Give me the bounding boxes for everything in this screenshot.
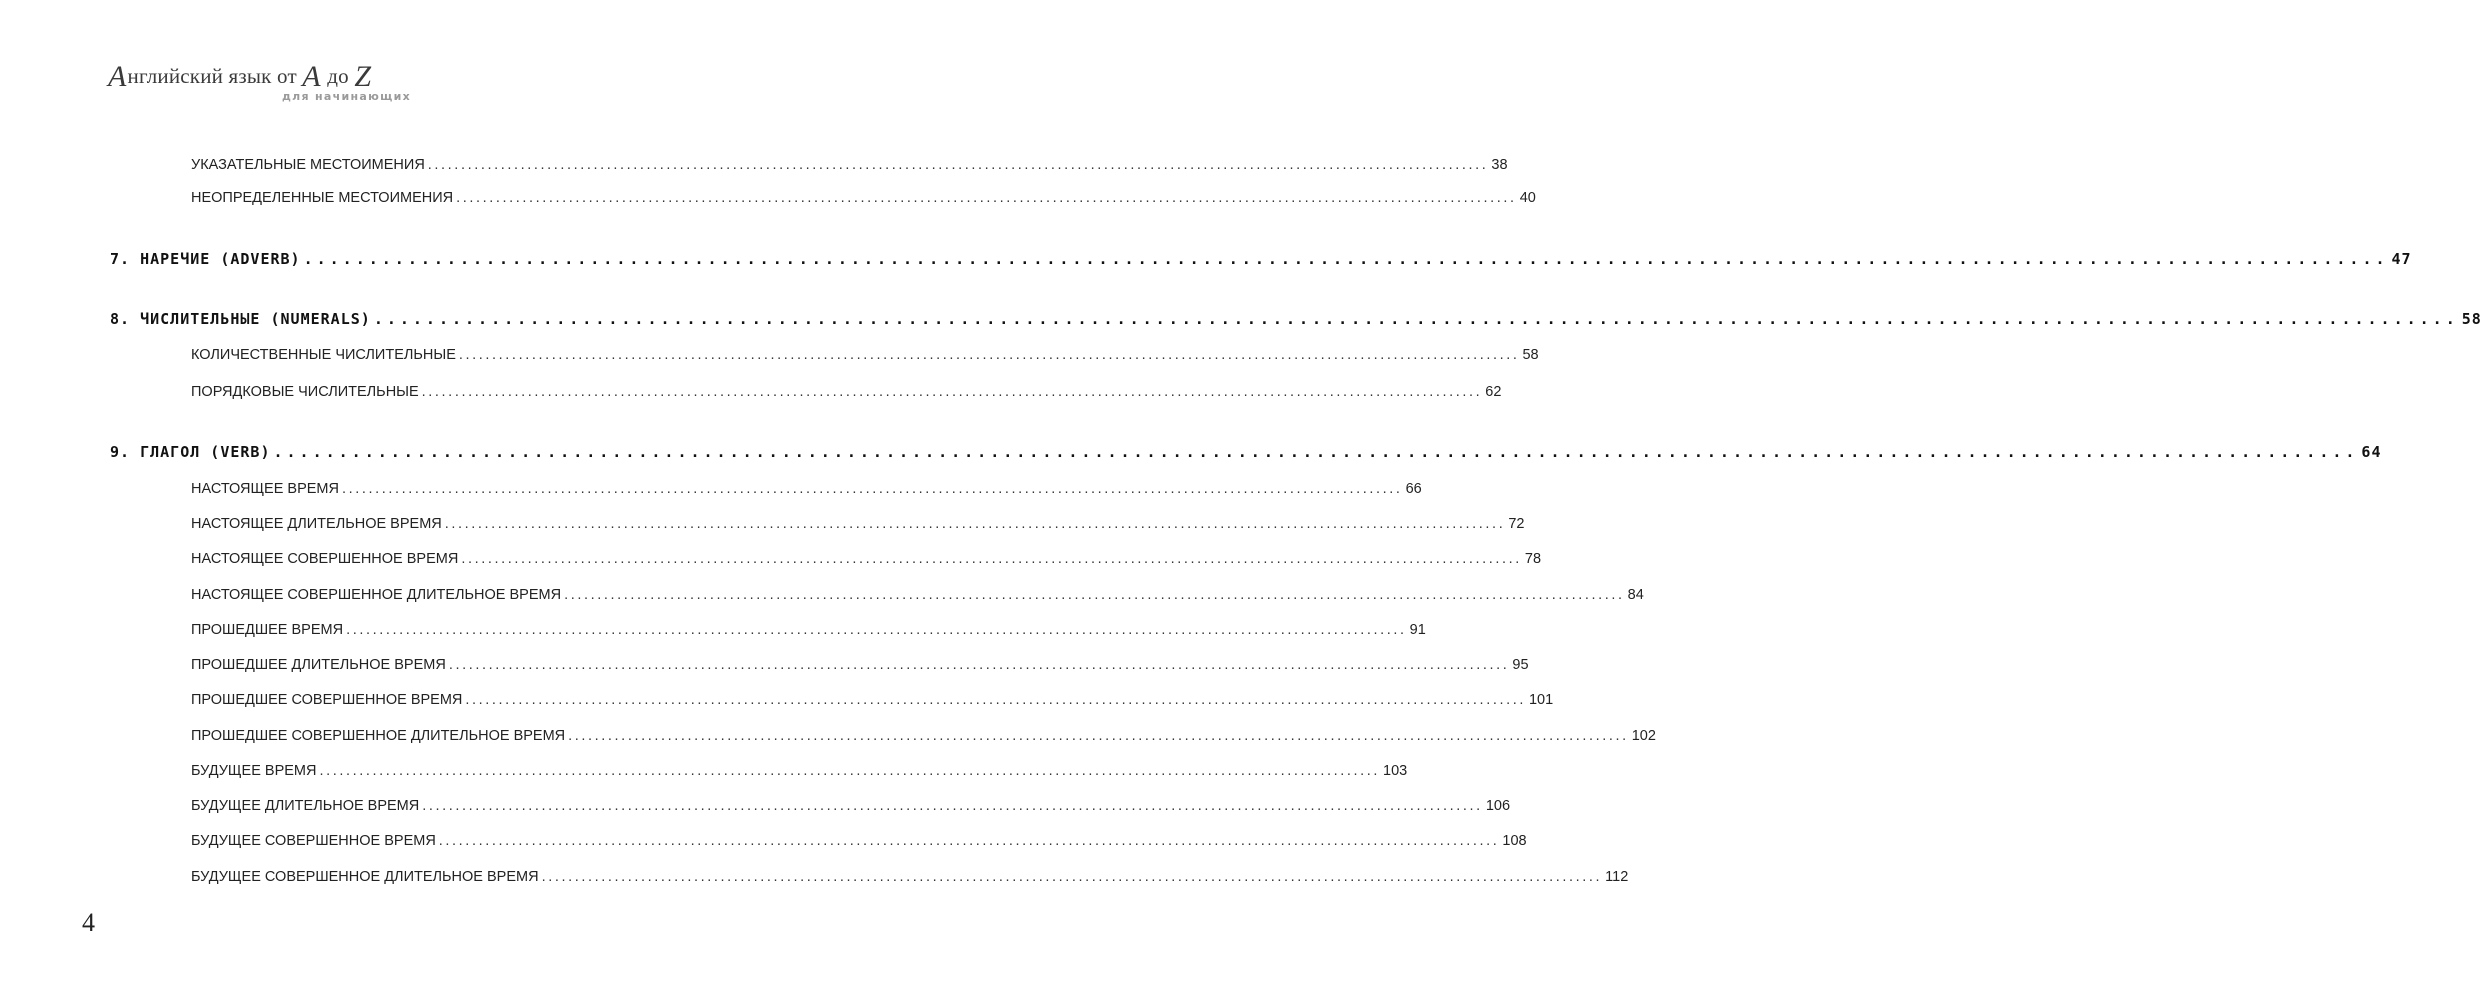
toc-entry-title: НАСТОЯЩЕЕ ВРЕМЯ [191,481,339,497]
book-subtitle: для начинающих [282,90,411,103]
leader-dots: ................................................................................................................................................................ [456,190,1517,206]
toc-chapter-page: 58 [2461,310,2482,328]
leader-dots: ................................................................................................................................................................ [422,798,1483,814]
toc-entry-page: 38 [1491,157,1508,173]
toc-entry-page: 84 [1627,587,1644,603]
leader-dots: ................................................................................................................................................................ [421,384,1483,400]
toc-entry-page: 108 [1502,833,1527,849]
toc-entry-title: ПОРЯДКОВЫЕ ЧИСЛИТЕЛЬНЫЕ [191,384,419,400]
toc-chapter-title: 7. НАРЕЧИЕ (ADVERB) [110,250,301,268]
toc-entry-title: НАСТОЯЩЕЕ СОВЕРШЕННОЕ ДЛИТЕЛЬНОЕ ВРЕМЯ [191,587,562,603]
toc-entry-title: НАСТОЯЩЕЕ ДЛИТЕЛЬНОЕ ВРЕМЯ [191,516,442,532]
toc-entry-title: НАСТОЯЩЕЕ СОВЕРШЕННОЕ ВРЕМЯ [191,551,459,567]
leader-dots: ................................................................................................................................................................ [448,657,1510,673]
toc-entry[interactable] [191,728,1656,744]
title-letter-z: Z [354,60,372,93]
toc-chapter-title: 9. ГЛАГОЛ (VERB) [110,443,271,461]
toc-entry-title: ПРОШЕДШЕЕ СОВЕРШЕННОЕ ВРЕМЯ [191,692,463,708]
toc-entry[interactable] [191,587,1644,603]
leader-dots: ................................................................................................................................................................ [346,622,1407,638]
toc-entry-page: 40 [1519,190,1536,206]
toc-entry-page: 106 [1485,798,1511,814]
toc-entry[interactable] [191,157,1508,173]
leader-dots: ................................................................................................................................................................ [461,551,1522,567]
toc-entry[interactable] [191,763,1408,779]
toc-entry[interactable] [191,551,1542,567]
toc-entry[interactable] [191,347,1539,363]
toc-entry-title: ПРОШЕДШЕЕ ВРЕМЯ [191,622,344,638]
leader-dots: ................................................................................................................................................................ [458,347,1520,363]
toc-entry[interactable] [191,869,1629,885]
title-preposition: до [321,64,355,88]
toc-chapter[interactable] [110,250,2412,268]
toc-entry-title: ПРОШЕДШЕЕ СОВЕРШЕННОЕ ДЛИТЕЛЬНОЕ ВРЕМЯ [191,728,566,744]
toc-entry-title: ПРОШЕДШЕЕ ДЛИТЕЛЬНОЕ ВРЕМЯ [191,657,446,673]
toc-entry[interactable] [191,516,1525,532]
toc-entry-page: 95 [1512,657,1529,673]
leader-dots: ................................................................................................................................................................ [341,481,1403,497]
toc-entry-page: 102 [1631,728,1656,744]
leader-dots: ................................................................................................................................................................ [273,443,2359,461]
toc-chapter-title: 8. ЧИСЛИТЕЛЬНЫЕ (NUMERALS) [110,310,371,328]
leader-dots: ................................................................................................................................................................ [444,516,1506,532]
page-number: 4 [82,908,95,937]
leader-dots: ................................................................................................................................................................ [438,833,1500,849]
toc-chapter[interactable] [110,443,2382,461]
toc-entry[interactable] [191,384,1502,400]
toc-entry-title: БУДУЩЕЕ СОВЕРШЕННОЕ ВРЕМЯ [191,833,436,849]
leader-dots: ................................................................................................................................................................ [564,587,1625,603]
toc-entry[interactable] [191,657,1529,673]
toc-entry-title: НЕОПРЕДЕЛЕННЫЕ МЕСТОИМЕНИЯ [191,190,454,206]
title-text: нглийский язык от [127,64,303,88]
toc-entry-page: 101 [1528,692,1554,708]
leader-dots: ................................................................................................................................................................ [427,157,1489,173]
toc-entry-title: КОЛИЧЕСТВЕННЫЕ ЧИСЛИТЕЛЬНЫЕ [191,347,456,363]
toc-entry[interactable] [191,833,1527,849]
toc-entry[interactable] [191,190,1536,206]
leader-dots: ................................................................................................................................................................ [319,763,1381,779]
toc-entry-page: 62 [1485,384,1502,400]
toc-entry[interactable] [191,622,1426,638]
toc-entry-title: УКАЗАТЕЛЬНЫЕ МЕСТОИМЕНИЯ [191,157,425,173]
toc-entry-page: 58 [1522,347,1539,363]
toc-entry-title: БУДУЩЕЕ ВРЕМЯ [191,763,317,779]
toc-entry-title: БУДУЩЕЕ СОВЕРШЕННОЕ ДЛИТЕЛЬНОЕ ВРЕМЯ [191,869,539,885]
leader-dots: ................................................................................................................................................................ [568,728,1629,744]
toc-chapter[interactable] [110,310,2482,328]
toc-entry-page: 112 [1605,869,1629,885]
leader-dots: ................................................................................................................................................................ [541,869,1603,885]
toc-entry-title: БУДУЩЕЕ ДЛИТЕЛЬНОЕ ВРЕМЯ [191,798,420,814]
toc-entry[interactable] [191,798,1511,814]
toc-entry-page: 103 [1383,763,1408,779]
toc-entry[interactable] [191,692,1554,708]
leader-dots: ................................................................................................................................................................ [303,250,2389,268]
toc-entry[interactable] [191,481,1422,497]
leader-dots: ................................................................................................................................................................ [373,310,2459,328]
toc-entry-page: 78 [1524,551,1542,567]
title-initial: А [108,60,127,93]
toc-chapter-page: 64 [2361,443,2382,461]
toc-entry-page: 91 [1409,622,1426,638]
toc-entry-page: 72 [1508,516,1525,532]
leader-dots: ................................................................................................................................................................ [465,692,1526,708]
toc-chapter-page: 47 [2391,250,2412,268]
title-letter-a: А [302,60,321,93]
toc-entry-page: 66 [1405,481,1422,497]
